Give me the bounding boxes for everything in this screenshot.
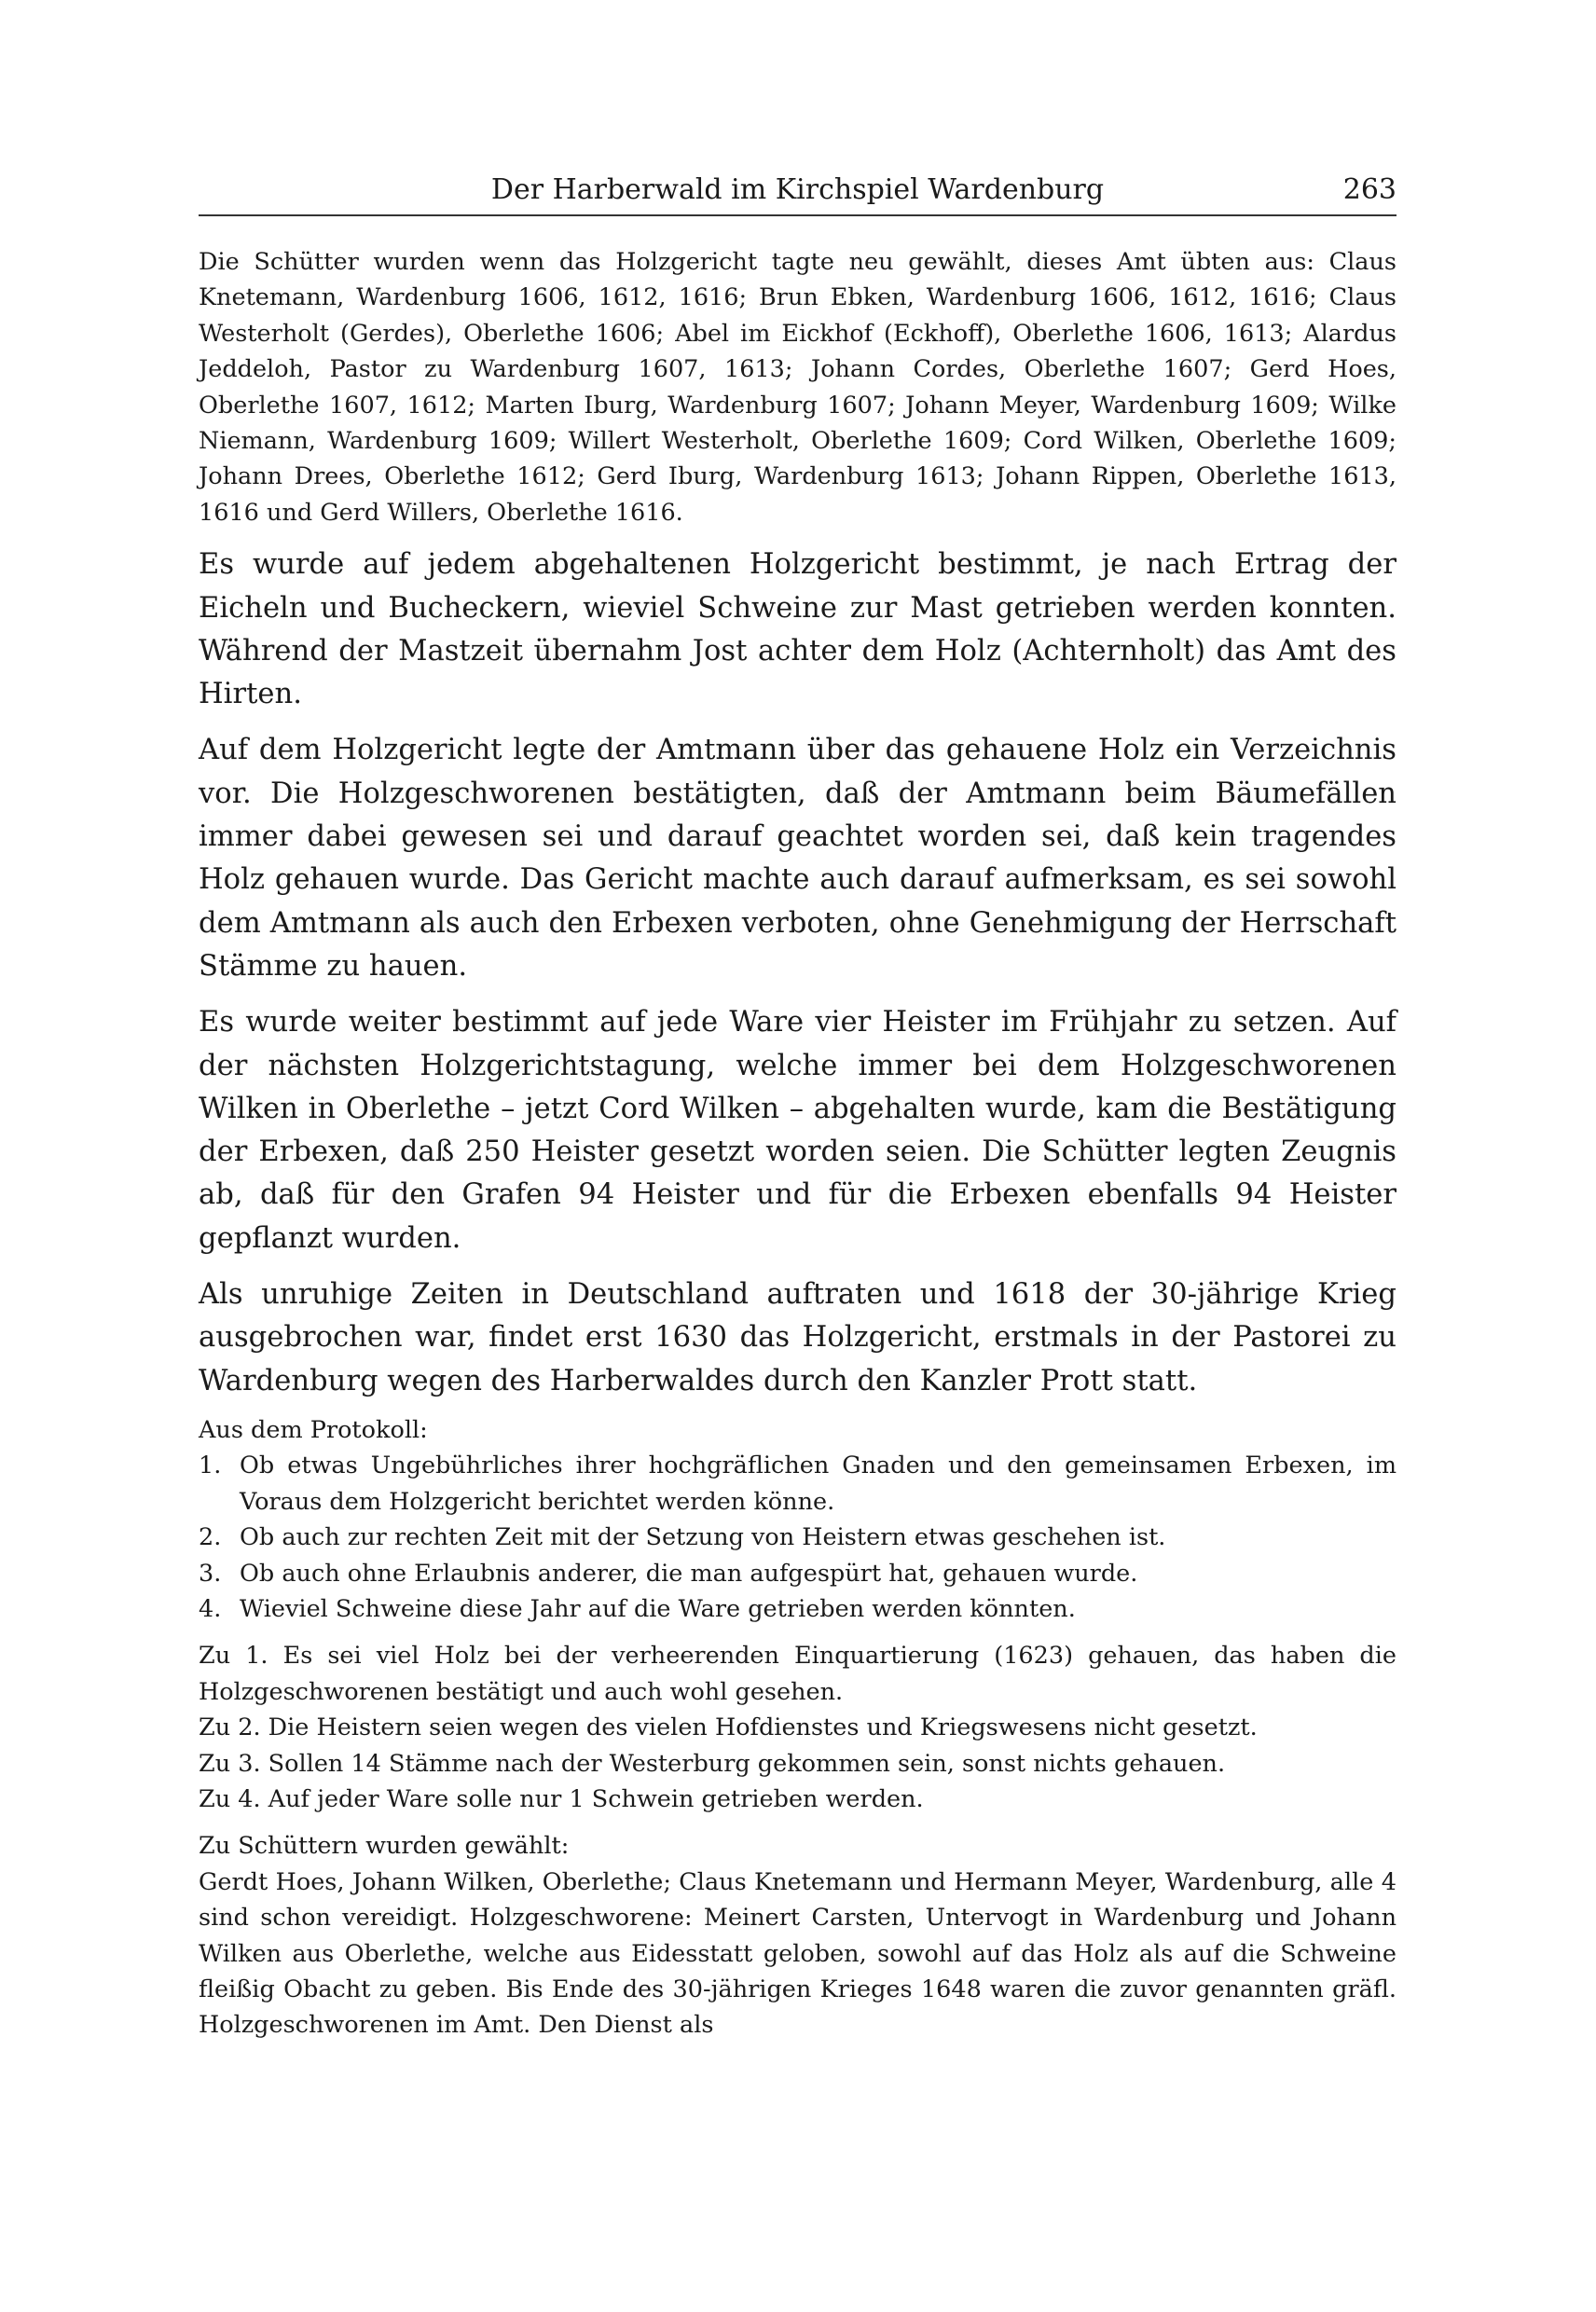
running-head	[199, 168, 1396, 216]
answer-item: Zu 4. Auf jeder Ware solle nur 1 Schwein getrieben werden.	[199, 1784, 924, 1813]
question-number: 4.	[199, 1594, 222, 1623]
protocol-questions	[199, 1448, 1396, 1627]
list-item	[199, 1520, 1396, 1555]
question-number: 1.	[199, 1452, 222, 1480]
paragraph-heister: Es wurde weiter bestimmt auf jede Ware vier Heister im Frühjahr zu setzen. Auf der nächsten Holzgerichtstagung, welche immer bei dem Holzgeschworenen Wilken in Oberlethe – jetzt Cord Wilken – abgehalten wurde, kam die Bestätigung der Erbexen, daß 250 Heister gesetzt worden seien. Die Schütter legten Zeugnis ab, daß für den Grafen 94 Heister und für die Erbexen ebenfalls 94 Heister gepflanzt wurden.	[199, 1006, 1396, 1255]
list-item	[199, 1591, 1396, 1627]
book-page	[199, 168, 1396, 2044]
paragraph-schuetter: Die Schütter wurden wenn das Holzgericht tagte neu gewählt, dieses Amt übten aus: Claus Knetemann, Wardenburg 1606, 1612, 1616; Brun Ebken, Wardenburg 1606, 1612, 1616; Claus Westerholt (Gerdes), Oberlethe 1606; Abel im Eickhof (Eckhoff), Oberlethe 1606, 1613; Alardus Jeddeloh, Pastor zu Wardenburg 1607, 1613; Johann Cordes, Oberlethe 1607; Gerd Hoes, Oberlethe 1607, 1612; Marten Iburg, Wardenburg 1607; Johann Meyer, Wardenburg 1609; Wilke Niemann, Wardenburg 1609; Willert Westerholt, Oberlethe 1609; Cord Wilken, Oberlethe 1609; Johann Drees, Oberlethe 1612; Gerd Iburg, Wardenburg 1613; Johann Rippen, Oberlethe 1613, 1616 und Gerd Willers, Oberlethe 1616.	[199, 248, 1396, 527]
list-item	[199, 1448, 1396, 1520]
page-number: 263	[1342, 173, 1396, 206]
answer-item: Zu 1. Es sei viel Holz bei der verheerenden Einquartierung (1623) gehauen, das haben die Holzgeschworenen bestätigt und auch wohl gesehen.	[199, 1642, 1396, 1706]
list-item	[199, 1556, 1396, 1591]
question-text: Ob auch ohne Erlaubnis anderer, die man aufgespürt hat, gehauen wurde.	[240, 1559, 1138, 1588]
question-number: 2.	[199, 1523, 222, 1552]
running-title: Der Harberwald im Kirchspiel Wardenburg	[490, 173, 1105, 206]
answer-item: Zu 3. Sollen 14 Stämme nach der Westerburg gekommen sein, sonst nichts gehauen.	[199, 1749, 1226, 1778]
question-text: Wieviel Schweine diese Jahr auf die Ware getrieben werden könnten.	[240, 1594, 1076, 1623]
paragraph-amtmann: Auf dem Holzgericht legte der Amtmann über das gehauene Holz ein Verzeichnis vor. Die Holzgeschworenen bestätigten, daß der Amtmann beim Bäumefällen immer dabei gewesen sei und darauf geachtet worden sei, daß kein tragendes Holz gehauen wurde. Das Gericht machte auch darauf aufmerksam, es sei sowohl dem Amtmann als auch den Erbexen verboten, ohne Genehmigung der Herrschaft Stämme zu hauen.	[199, 734, 1396, 983]
paragraph-mast: Es wurde auf jedem abgehaltenen Holzgericht bestimmt, je nach Ertrag der Eicheln und Bucheckern, wieviel Schweine zur Mast getrieben werden konnten. Während der Mastzeit übernahm Jost achter dem Holz (Achternholt) das Amt des Hirten.	[199, 548, 1396, 711]
question-number: 3.	[199, 1559, 222, 1588]
schuettern-label: Zu Schüttern wurden gewählt:	[199, 1832, 570, 1861]
answer-item: Zu 2. Die Heistern seien wegen des vielen Hofdienstes und Kriegswesens nicht gesetzt.	[199, 1713, 1258, 1742]
question-text: Ob auch zur rechten Zeit mit der Setzung von Heistern etwas geschehen ist.	[240, 1523, 1166, 1552]
paragraph-krieg: Als unruhige Zeiten in Deutschland auftraten und 1618 der 30-jährige Krieg ausgebrochen war, findet erst 1630 das Holzgericht, erstmals in der Pastorei zu Wardenburg wegen des Harberwaldes durch den Kanzler Prott statt.	[199, 1278, 1396, 1397]
question-text: Ob etwas Ungebührliches ihrer hochgräflichen Gnaden und den gemeinsamen Erbexen, im Voraus dem Holzgericht berichtet werden könne.	[240, 1452, 1396, 1516]
protocol-answers	[199, 1638, 1396, 1817]
protokoll-label: Aus dem Protokoll:	[199, 1415, 428, 1444]
paragraph-gewaehlt: Gerdt Hoes, Johann Wilken, Oberlethe; Claus Knetemann und Hermann Meyer, Wardenburg, alle 4 sind schon vereidigt. Holzgeschworene: Meinert Carsten, Untervogt in Wardenburg und Johann Wilken aus Oberlethe, welche aus Eidesstatt geloben, sowohl auf das Holz als auf die Schweine fleißig Obacht zu geben. Bis Ende des 30-jährigen Krieges 1648 waren die zuvor genannten gräfl. Holzgeschworenen im Amt. Den Dienst als	[199, 1867, 1396, 2040]
